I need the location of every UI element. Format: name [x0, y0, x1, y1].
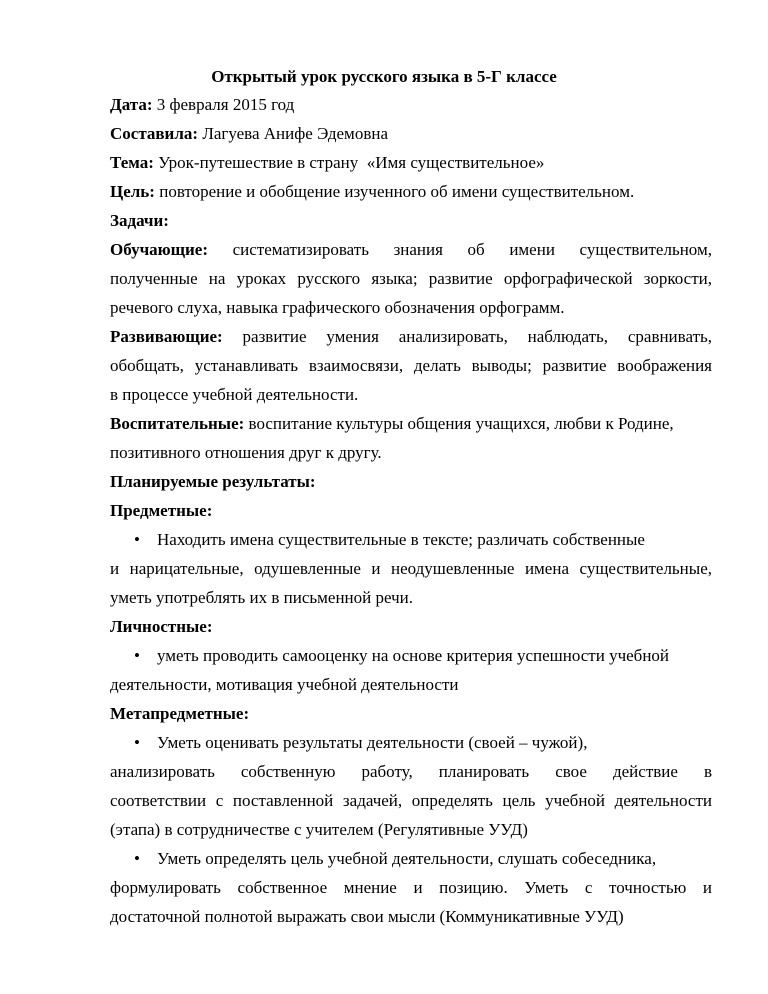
date-label: Дата:	[110, 95, 153, 114]
document-title: Открытый урок русского языка в 5-Г классе	[211, 67, 557, 86]
topic-value: Урок-путешествие в страну «Имя существительное»	[153, 153, 545, 172]
teaching-line-2: полученные на уроках русского языка; развитие орфографической зоркости,	[110, 269, 712, 288]
meta-item1-line-2: анализировать собственную работу, планировать свое действие в	[110, 762, 712, 781]
educational-line-1	[110, 414, 712, 434]
meta-item2-text-1: Уметь определять цель учебной деятельности, слушать собеседника,	[157, 849, 657, 868]
meta-item2-line-2: формулировать собственное мнение и позицию. Уметь с точностью и	[110, 878, 712, 897]
tasks-heading: Задачи:	[110, 211, 169, 230]
developing-text-1: развитие умения анализировать, наблюдать, сравнивать,	[242, 327, 713, 346]
developing-line-3: в процессе учебной деятельности.	[110, 385, 359, 404]
subject-text-1: Находить имена существительные в тексте; различать собственные	[157, 530, 645, 549]
educational-label: Воспитательные:	[110, 414, 245, 433]
date-value: 3 февраля 2015 год	[152, 95, 295, 114]
date-line	[110, 95, 712, 115]
subject-heading: Предметные:	[110, 501, 213, 520]
teaching-line-3: речевого слуха, навыка графического обозначения орфограмм.	[110, 298, 565, 317]
subject-line-2: и нарицательные, одушевленные и неодушевленные имена существительные,	[110, 559, 712, 578]
educational-line-2: позитивного отношения друг к другу.	[110, 443, 382, 462]
teaching-label: Обучающие:	[110, 240, 209, 259]
personal-text-1: уметь проводить самооценку на основе критерия успешности учебной	[157, 646, 670, 665]
developing-line-2: обобщать, устанавливать взаимосвязи, делать выводы; развитие воображения	[110, 356, 712, 375]
meta-item1-text-1: Уметь оценивать результаты деятельности (своей – чужой),	[157, 733, 588, 752]
bullet-icon: •	[134, 530, 140, 549]
subject-line-3: уметь употреблять их в письменной речи.	[110, 588, 414, 607]
meta-item1-line-3: соответствии с поставленной задачей, определять цель учебной деятельности	[110, 791, 712, 810]
goal-line	[110, 182, 712, 202]
developing-label: Развивающие:	[110, 327, 223, 346]
educational-text-1: воспитание культуры общения учащихся, любви к Родине,	[244, 414, 674, 433]
author-line	[110, 124, 712, 144]
teaching-line-1	[110, 240, 712, 260]
meta-heading: Метапредметные:	[110, 704, 250, 723]
goal-label: Цель:	[110, 182, 155, 201]
topic-label: Тема:	[110, 153, 154, 172]
goal-value: повторение и обобщение изученного об имени существительном.	[154, 182, 635, 201]
bullet-icon: •	[134, 646, 140, 665]
personal-line-2: деятельности, мотивация учебной деятельности	[110, 675, 459, 694]
meta-item2-line-3: достаточной полнотой выражать свои мысли (Коммуникативные УУД)	[110, 907, 624, 926]
teaching-text-1: систематизировать знания об имени существительном,	[232, 240, 712, 259]
meta-item1-line-4: (этапа) в сотрудничестве с учителем (Регулятивные УУД)	[110, 820, 528, 839]
bullet-icon: •	[134, 849, 140, 868]
bullet-icon: •	[134, 733, 140, 752]
author-label: Составила:	[110, 124, 199, 143]
author-value: Лагуева Анифе Эдемовна	[198, 124, 388, 143]
developing-line-1	[110, 327, 712, 347]
results-heading: Планируемые результаты:	[110, 472, 316, 491]
personal-heading: Личностные:	[110, 617, 213, 636]
topic-line	[110, 153, 712, 173]
